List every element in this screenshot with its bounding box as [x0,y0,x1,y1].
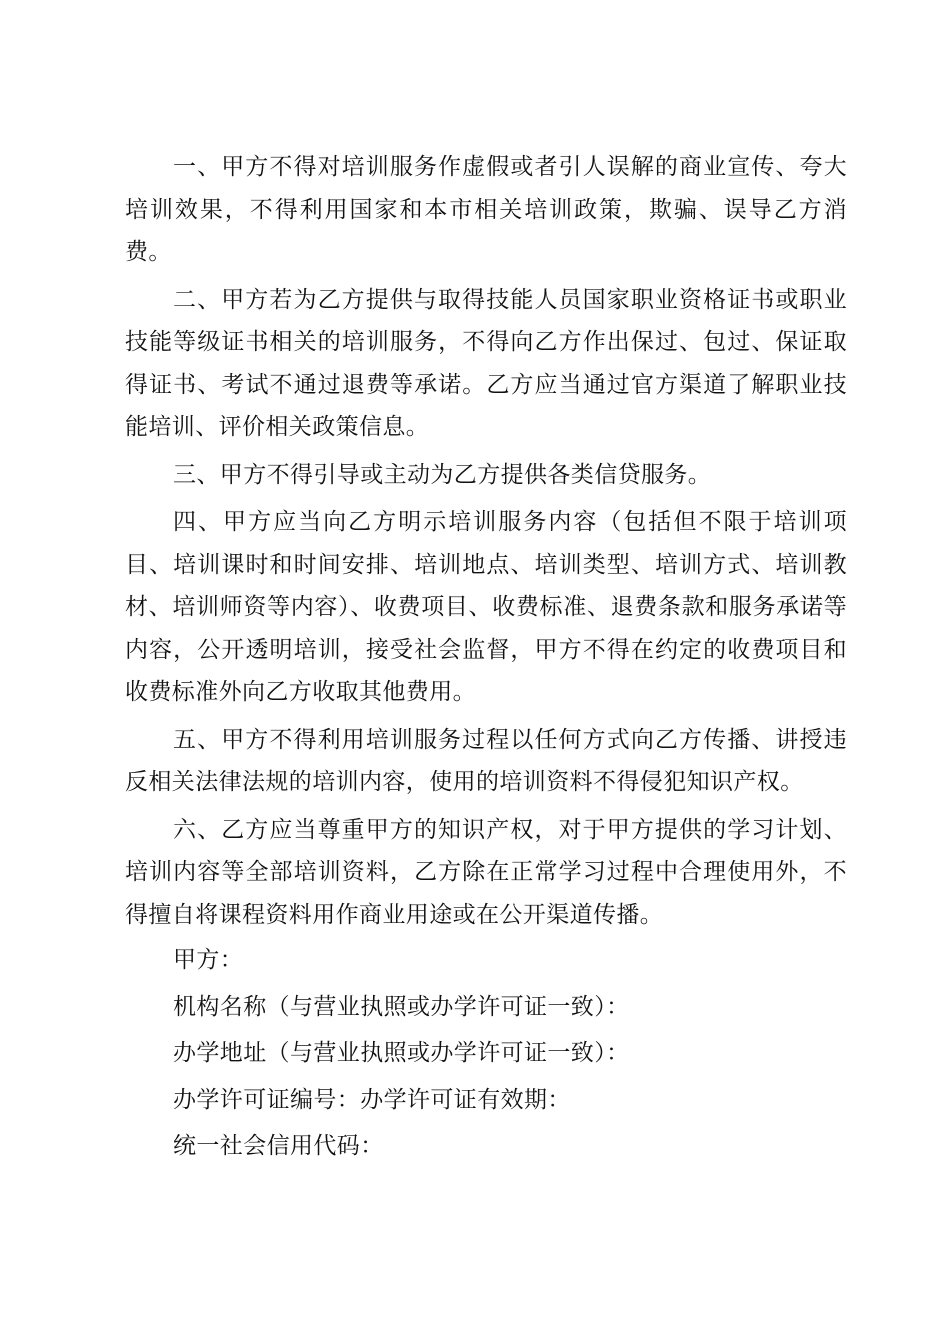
address-label: 办学地址（与营业执照或办学许可证一致）： [173,1040,630,1066]
license-label: 办学许可证编号：办学许可证有效期： [173,1086,571,1113]
clause-3: 三、甲方不得引导或主动为乙方提供各类信贷服务。 [173,461,712,488]
clause-2: 二、甲方若为乙方提供与取得技能人员国家职业资格证书或职业技能等级证书相关的培训服务，不得向乙方作出保过、包过、保证取得证书、考试不通过退费等承诺。乙方应当通过官方渠道了解职业技能培训、评价相关政策信息。 [125,286,847,440]
party-a-heading: 甲方： [173,947,244,973]
credit-code-label: 统一社会信用代码： [173,1133,384,1159]
clause-5: 五、甲方不得利用培训服务过程以任何方式向乙方传播、讲授违反相关法律法规的培训内容，使用的培训资料不得侵犯知识产权。 [125,726,847,795]
clause-4: 四、甲方应当向乙方明示培训服务内容（包括但不限于培训项目、培训课时和时间安排、培训地点、培训类型、培训方式、培训教材、培训师资等内容）、收费项目、收费标准、退费条款和服务承诺等内容，公开透明培训，接受社会监督，甲方不得在约定的收费项目和收费标准外向乙方收取其他费用。 [125,509,847,705]
clause-6: 六、乙方应当尊重甲方的知识产权，对于甲方提供的学习计划、培训内容等全部培训资料，乙方除在正常学习过程中合理使用外，不得擅自将课程资料用作商业用途或在公开渠道传播。 [125,816,847,928]
clause-1: 一、甲方不得对培训服务作虚假或者引人误解的商业宣传、夸大培训效果，不得利用国家和本市相关培训政策，欺骗、误导乙方消费。 [125,154,847,265]
org-name-label: 机构名称（与营业执照或办学许可证一致）： [173,993,630,1020]
party-a-section [125,937,847,1170]
contract-body [125,146,847,1170]
